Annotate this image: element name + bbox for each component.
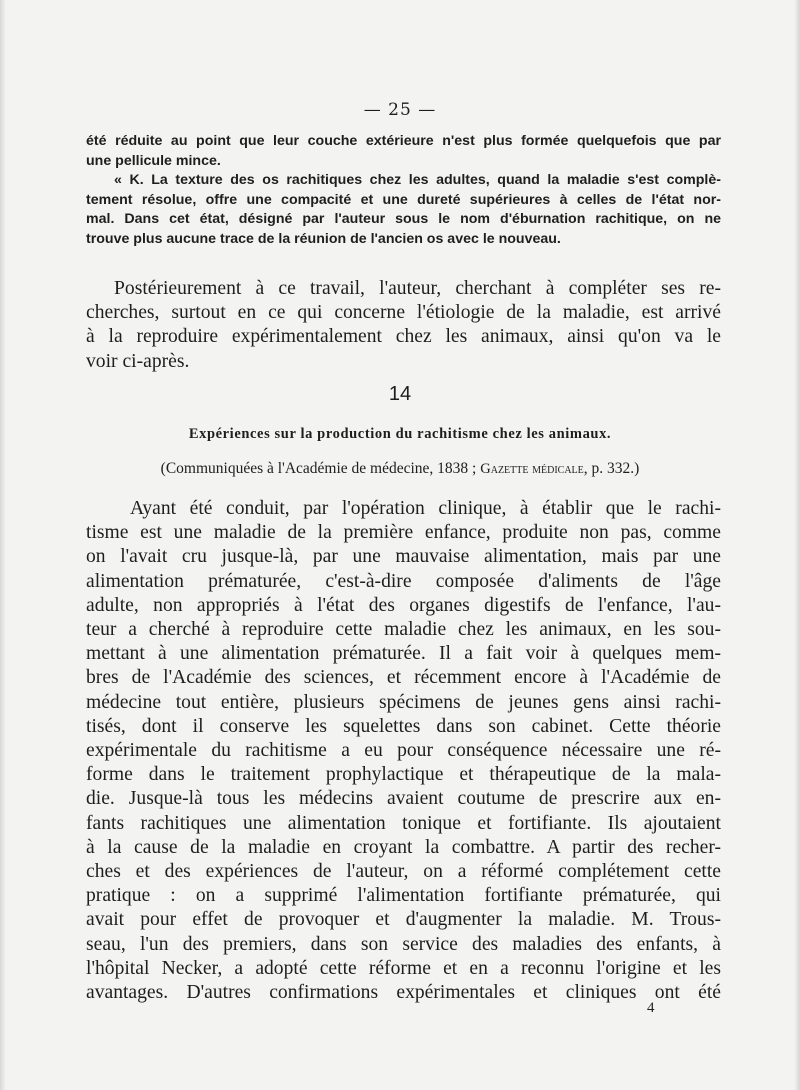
section-title: Expériences sur la production du rachitisme chez les animaux. bbox=[188, 426, 612, 442]
body-line: voir ci-après. bbox=[86, 350, 190, 372]
body-line: avait pour effet de provoquer et d'augmenter la maladie. M. Trous- bbox=[86, 909, 721, 931]
journal-name: Gazette médicale bbox=[480, 461, 584, 477]
body-line: avantages. D'autres confirmations expérimentales et cliniques ont été bbox=[86, 982, 721, 1004]
section-number: 14 bbox=[388, 383, 412, 405]
body-line: fants rachitiques une alimentation tonique et fortifiante. Ils ajoutaient bbox=[86, 812, 721, 834]
body-line: pratique : on a supprimé l'alimentation fortifiante prématurée, qui bbox=[86, 885, 721, 907]
body-line: adulte, non appropriés à l'état des organes digestifs de l'enfance, l'au- bbox=[86, 594, 721, 616]
body-line: tisés, dont il conserve les squelettes dans son cabinet. Cette théorie bbox=[86, 715, 721, 737]
body-line: seau, l'un des premiers, dans son service des maladies des enfants, à bbox=[86, 933, 721, 955]
body-line: l'hôpital Necker, a adopté cette réforme et en a reconnu l'origine et les bbox=[86, 957, 721, 979]
footnote-line: une pellicule mince. bbox=[86, 152, 221, 169]
communication-note bbox=[0, 460, 800, 478]
body-line: cherches, surtout en ce qui concerne l'étiologie de la maladie, est arrivé bbox=[86, 302, 721, 324]
body-line: mettant à une alimentation prématurée. Il a fait voir à quelques mem- bbox=[86, 643, 721, 665]
footnote-line: tement résolue, offre une compacité et une dureté supérieures à celles de l'état nor- bbox=[86, 191, 721, 208]
body-line: Postérieurement à ce travail, l'auteur, cherchant à compléter ses re- bbox=[114, 278, 721, 299]
body-line: expérimentale du rachitisme a eu pour conséquence nécessaire une ré- bbox=[86, 740, 721, 762]
body-line: à la reproduire expérimentalement chez les animaux, ainsi qu'on va le bbox=[86, 326, 721, 348]
footnote-line: « K. La texture des os rachitiques chez les adultes, quand la maladie s'est complè- bbox=[114, 172, 721, 188]
footnote-line: trouve plus aucune trace de la réunion de l'ancien os avec le nouveau. bbox=[86, 230, 561, 247]
body-line: médecine tout entière, plusieurs spécimens de jeunes gens ainsi rachi- bbox=[86, 691, 721, 713]
footnote-line: mal. Dans cet état, désigné par l'auteur sous le nom d'éburnation rachitique, on ne bbox=[86, 211, 721, 227]
body-line: on l'avait cru jusque-là, par une mauvaise alimentation, mais par une bbox=[86, 546, 721, 568]
communication-prefix: (Communiquées à l'Académie de médecine, 1838 ; bbox=[160, 460, 481, 477]
body-line: ches et des expériences de l'auteur, on a réformé complétement cette bbox=[86, 861, 721, 883]
body-line: bres de l'Académie des sciences, et récemment encore à l'Académie de bbox=[86, 667, 721, 689]
footnote-line: été réduite au point que leur couche extérieure n'est plus formée quelquefois que par bbox=[86, 133, 721, 149]
body-line: die. Jusque-là tous les médecins avaient coutume de prescrire aux en- bbox=[86, 788, 721, 810]
body-line: à la cause de la maladie en croyant la combattre. A partir des recher- bbox=[86, 836, 721, 858]
footnote-text bbox=[86, 132, 721, 249]
body-line: teur a cherché à reproduire cette maladie chez les animaux, en les sou- bbox=[86, 619, 721, 641]
body-line: tisme est une maladie de la première enfance, produite non pas, comme bbox=[86, 522, 721, 544]
signature-mark: 4 bbox=[647, 1000, 655, 1016]
page-number: — 25 — bbox=[363, 100, 437, 120]
communication-suffix: , p. 332.) bbox=[583, 460, 640, 477]
body-line: alimentation prématurée, c'est-à-dire composée d'aliments de l'âge bbox=[86, 570, 721, 592]
paragraph-2 bbox=[86, 497, 721, 1005]
body-line: Ayant été conduit, par l'opération clinique, à établir que le rachi- bbox=[130, 498, 721, 519]
paragraph-1 bbox=[86, 277, 721, 374]
body-line: forme dans le traitement prophylactique et thérapeutique de la mala- bbox=[86, 764, 721, 786]
